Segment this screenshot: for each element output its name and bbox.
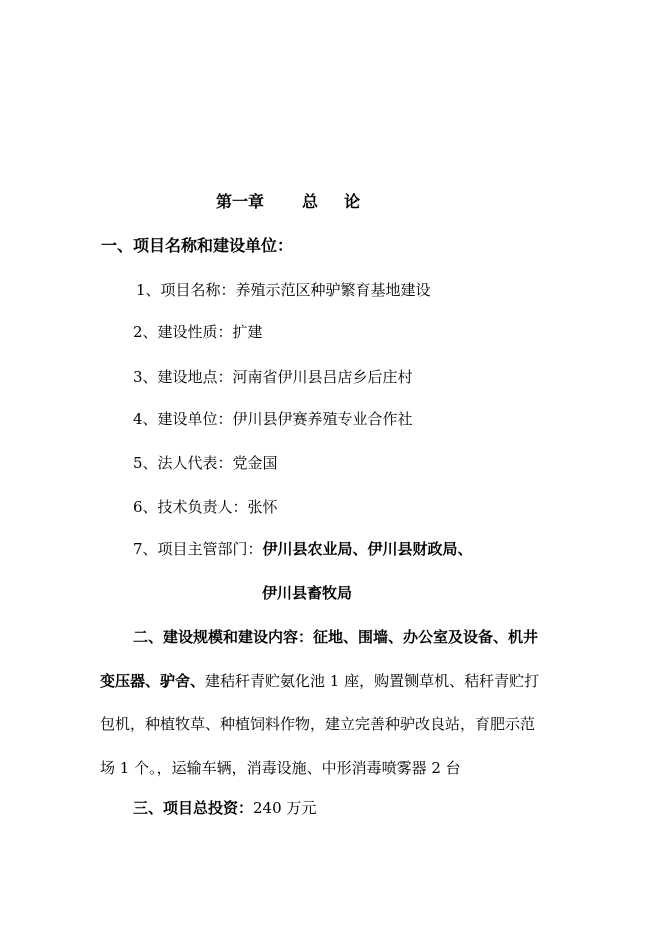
section-2-bold-text-2: 变压器、驴舍、 (100, 672, 206, 690)
item-label: 3、建设地点： (133, 368, 233, 386)
item-label: 7、项目主管部门： (133, 540, 263, 558)
section-2-text: 建秸秆青贮氨化池 1 座，购置铡草机、秸秆青贮打 (205, 672, 540, 690)
section-2-line-1 (133, 626, 593, 647)
chapter-title-char-1: 总 (302, 192, 319, 211)
section-3-value: 240 万元 (253, 799, 317, 817)
item-value: 伊川县农业局、伊川县财政局、 (262, 540, 473, 558)
section-1-heading: 一、项目名称和建设单位： (101, 236, 294, 255)
section-3-heading: 三、项目总投资： (133, 799, 254, 817)
item-label: 6、技术负责人： (133, 498, 248, 516)
item-construction-location (133, 367, 413, 387)
item-label: 5、法人代表： (133, 454, 233, 472)
item-legal-representative (133, 453, 278, 473)
chapter-title (216, 191, 360, 213)
item-technical-lead (133, 497, 278, 517)
section-2-line-2 (100, 670, 560, 691)
item-project-name (136, 280, 431, 300)
section-2-line-3: 包机，种植牧草、种植饲料作物，建立完善种驴改良站，育肥示范 (100, 715, 536, 733)
item-label: 4、建设单位： (133, 410, 233, 428)
item-construction-unit (133, 409, 413, 429)
item-value: 河南省伊川县吕店乡后庄村 (232, 368, 413, 386)
section-2-line-4: 场 1 个。，运输车辆，消毒设施、中形消毒喷雾器 2 台 (100, 759, 461, 777)
item-label: 1、项目名称： (136, 281, 236, 299)
section-3 (133, 798, 316, 818)
item-value: 党金国 (232, 454, 278, 472)
item-value: 张怀 (247, 498, 278, 516)
item-label: 2、建设性质： (133, 323, 233, 341)
item-supervising-department (133, 539, 473, 559)
section-2-heading: 二、建设规模和建设内容： (133, 628, 314, 646)
item-value: 扩建 (232, 323, 263, 341)
item-construction-nature (133, 322, 263, 342)
item-supervising-department-cont: 伊川县畜牧局 (262, 584, 353, 602)
item-value: 养殖示范区种驴繁育基地建设 (235, 281, 431, 299)
chapter-title-char-2: 论 (344, 192, 361, 211)
section-2-bold-text: 征地、围墙、办公室及设备、机井 (313, 628, 539, 646)
item-value: 伊川县伊赛养殖专业合作社 (232, 410, 413, 428)
chapter-number: 第一章 (216, 192, 265, 211)
